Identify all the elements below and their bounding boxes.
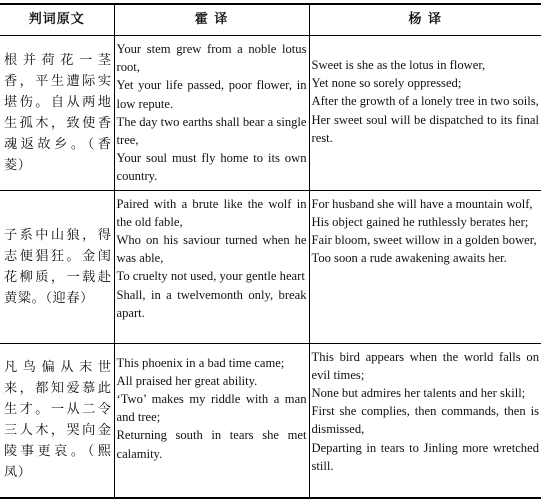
yang-translation-cell: [309, 343, 541, 498]
hawkes-translation-cell: [114, 343, 309, 498]
yang-translation-cell: [309, 36, 541, 191]
header-hawkes-translation: 霍 译: [114, 4, 309, 36]
hawkes-translation-cell: [114, 36, 309, 191]
table-row: [0, 343, 541, 498]
original-verse-cell: 子系中山狼，得志便猖狂。金闺花柳质，一载赴黄粱。（迎春）: [0, 190, 114, 343]
original-verse-cell: 根并荷花一茎香，平生遭际实堪伤。自从两地生孤木，致使香魂返故乡。（香菱）: [0, 36, 114, 191]
translation-line: His object gained he ruthlessly berates her;: [311, 214, 529, 229]
translation-line: Shall, in a twelvemonth only, break apart.: [116, 287, 307, 320]
header-row: [0, 4, 541, 36]
translation-line: This phoenix in a bad time came;: [116, 355, 285, 370]
translation-line: This bird appears when the world falls on evil times;: [311, 349, 539, 382]
hawkes-translation-cell: [114, 190, 309, 343]
header-yang-translation: 杨 译: [309, 4, 541, 36]
translation-line: Sweet is she as the lotus in flower,: [311, 58, 486, 72]
original-verse-cell: 凡鸟偏从末世来，都知爱慕此生才。一从二令三人木，哭向金陵事更哀。（熙凤）: [0, 343, 114, 498]
table-row: [0, 190, 541, 343]
translation-line: First she complies, then commands, then is dismissed,: [311, 404, 539, 437]
translation-line: Too soon a rude awakening awaits her.: [311, 251, 507, 266]
table-row: [0, 36, 541, 191]
translation-line: Yet your life passed, poor flower, in low repute.: [116, 78, 307, 111]
yang-translation-cell: [309, 190, 541, 343]
translation-line: Yet none so sorely oppressed;: [311, 76, 462, 91]
translation-comparison-table: [0, 3, 541, 499]
translation-line: After the growth of a lonely tree in two soils,: [311, 94, 539, 109]
translation-line: The day two earths shall bear a single tree,: [116, 114, 307, 148]
translation-line: Fair bloom, sweet willow in a golden bower,: [311, 233, 537, 248]
translation-line: Returning south in tears she met calamity.: [116, 428, 307, 461]
translation-line: None but admires her talents and her skill;: [311, 386, 526, 401]
translation-line: Your soul must fly home to its own country.: [116, 151, 307, 184]
translation-line: Her sweet soul will be dispatched to its final rest.: [311, 112, 539, 145]
translation-line: To cruelty not used, your gentle heart: [116, 269, 305, 284]
translation-line: All praised her great ability.: [116, 373, 258, 388]
translation-line: ‘Two’ makes my riddle with a man and tree;: [116, 392, 307, 425]
translation-line: Your stem grew from a noble lotus root,: [116, 42, 307, 75]
translation-line: Departing in tears to Jinling more wretched still.: [311, 440, 539, 473]
header-original-text: 判词原文: [0, 4, 114, 36]
translation-line: Paired with a brute like the wolf in the old fable,: [116, 196, 307, 229]
translation-line: For husband she will have a mountain wolf,: [311, 196, 533, 211]
translation-line: Who on his saviour turned when he was able,: [116, 233, 307, 266]
